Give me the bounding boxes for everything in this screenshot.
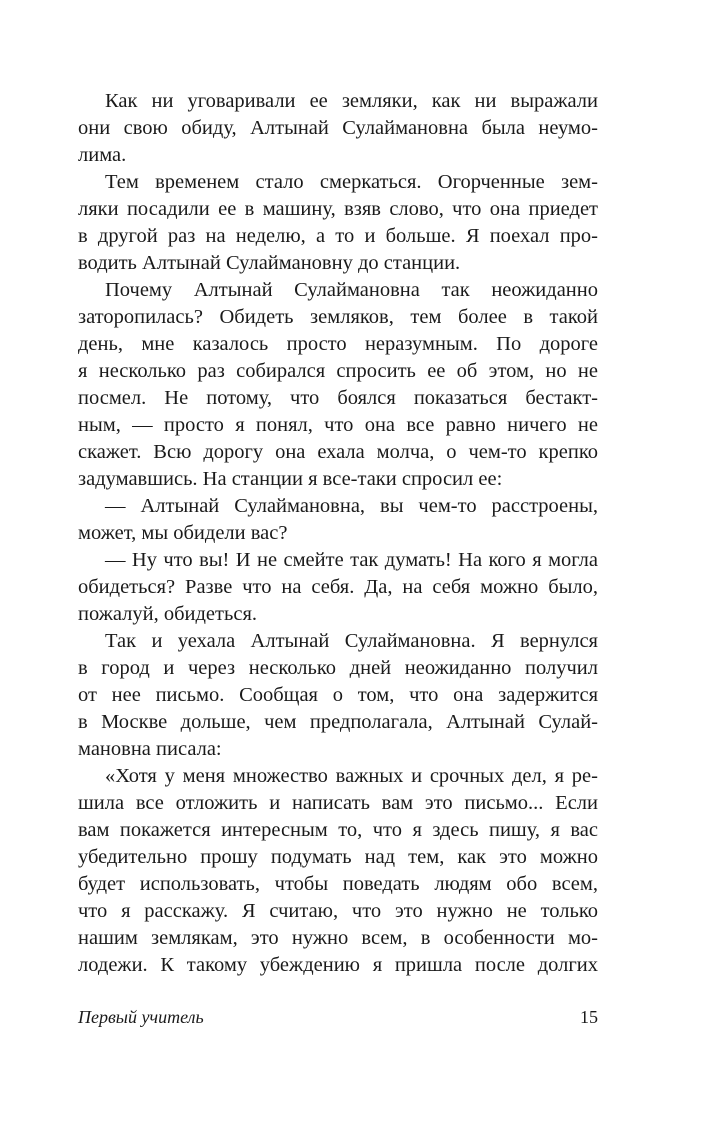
- text-line: Так и уехала Алтынай Сулаймановна. Я вернулся: [105, 630, 598, 652]
- text-line: водить Алтынай Сулаймановну до станции.: [78, 252, 461, 274]
- text-line: посмел. Не потому, что боялся показаться бестакт-: [78, 387, 598, 409]
- text-line: Почему Алтынай Сулаймановна так неожиданно: [105, 279, 598, 301]
- text-line: в другой раз на неделю, а то и больше. Я поехал про-: [78, 225, 598, 247]
- text-line: может, мы обидели вас?: [78, 522, 288, 544]
- text-line: — Ну что вы! И не смейте так думать! На кого я могла: [105, 549, 598, 571]
- text-line: будет использовать, чтобы поведать людям обо всем,: [78, 873, 598, 895]
- text-line: что я расскажу. Я считаю, что это нужно не только: [78, 900, 598, 922]
- text-line: Тем временем стало смеркаться. Огорченные зем-: [105, 171, 598, 193]
- text-line: скажет. Всю дорогу она ехала молча, о чем-то крепко: [78, 441, 598, 463]
- running-title: Первый учитель: [78, 1007, 204, 1027]
- text-line: я несколько раз собирался спросить ее об этом, но не: [78, 360, 598, 382]
- text-line: ляки посадили ее в машину, взяв слово, что она приедет: [78, 198, 598, 220]
- text-line: убедительно прошу подумать над тем, как это можно: [78, 846, 598, 868]
- text-line: заторопилась? Обидеть земляков, тем более в такой: [78, 306, 598, 328]
- page-footer: [78, 1004, 598, 1030]
- text-line: вам покажется интересным то, что я здесь пишу, я вас: [78, 819, 598, 841]
- text-line: день, мне казалось просто неразумным. По дороге: [78, 333, 598, 355]
- text-line: мановна писала:: [78, 738, 222, 760]
- text-line: Как ни уговаривали ее земляки, как ни выражали: [105, 90, 598, 112]
- text-line: в Москве дольше, чем предполагала, Алтынай Сулай-: [78, 711, 598, 733]
- text-line: задумавшись. На станции я все-таки спросил ее:: [78, 468, 503, 490]
- text-line: лима.: [78, 144, 127, 166]
- text-line: «Хотя у меня множество важных и срочных дел, я ре-: [105, 765, 598, 787]
- text-line: обидеться? Разве что на себя. Да, на себя можно было,: [78, 576, 598, 598]
- text-line: от нее письмо. Сообщая о том, что она задержится: [78, 684, 598, 706]
- text-line: пожалуй, обидеться.: [78, 603, 257, 625]
- text-line: шила все отложить и написать вам это письмо... Если: [78, 792, 598, 814]
- text-line: в город и через несколько дней неожиданно получил: [78, 657, 598, 679]
- book-page-body: [78, 88, 598, 979]
- text-line: — Алтынай Сулаймановна, вы чем-то расстроены,: [105, 495, 598, 517]
- text-line: они свою обиду, Алтынай Сулаймановна была неумо-: [78, 117, 598, 139]
- text-line: ным, — просто я понял, что она все равно ничего не: [78, 414, 598, 436]
- text-line: нашим землякам, это нужно всем, в особенности мо-: [78, 927, 598, 949]
- text-line: лодежи. К такому убеждению я пришла после долгих: [78, 954, 598, 976]
- page-number: 15: [580, 1007, 598, 1027]
